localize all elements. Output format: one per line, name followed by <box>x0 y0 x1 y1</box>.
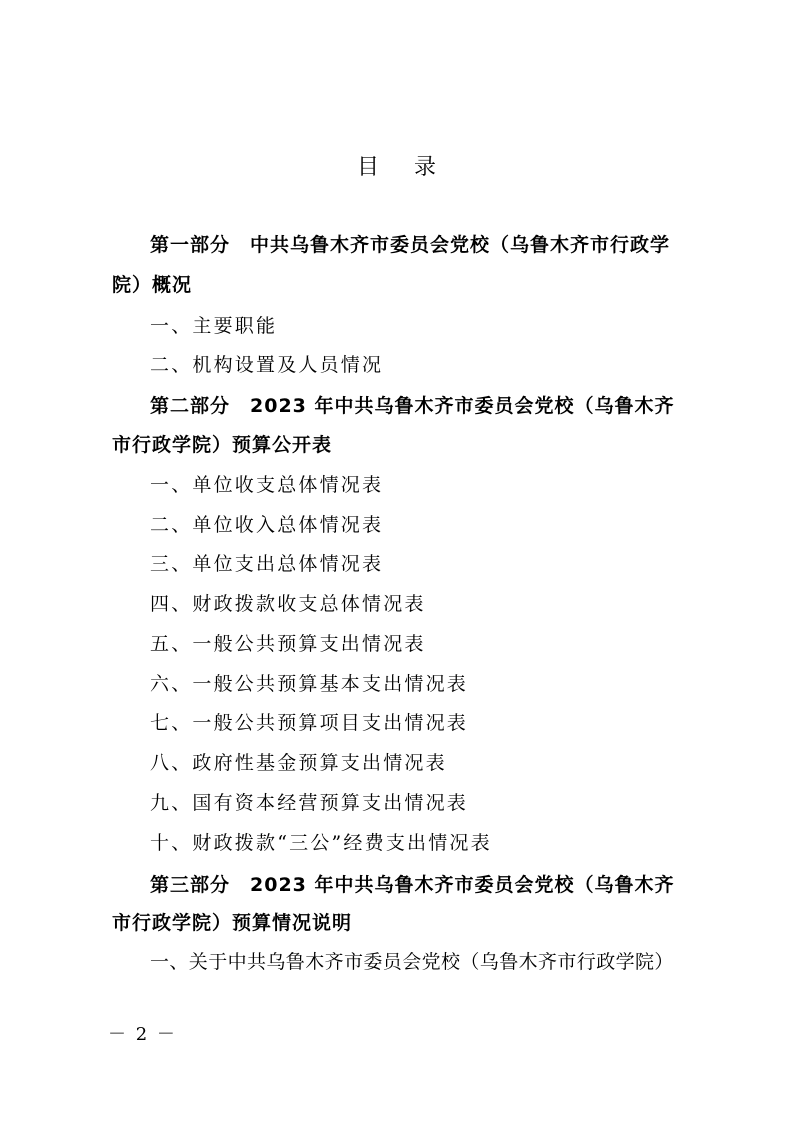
toc-item: 一、主要职能 <box>150 315 278 337</box>
part2-heading-line1: 第二部分 2023 年中共乌鲁木齐市委员会党校（乌鲁木齐 <box>150 395 675 417</box>
toc-item: 三、单位支出总体情况表 <box>150 553 384 575</box>
toc-item: 七、一般公共预算项目支出情况表 <box>150 712 469 734</box>
page-number: － 2 － <box>108 1024 177 1045</box>
part2-heading-line2: 市行政学院）预算公开表 <box>112 434 333 456</box>
toc-item: 一、单位收支总体情况表 <box>150 474 384 496</box>
part3-heading-line2: 市行政学院）预算情况说明 <box>112 912 353 934</box>
toc-item: 九、国有资本经营预算支出情况表 <box>150 792 469 814</box>
toc-item: 五、一般公共预算支出情况表 <box>150 633 426 655</box>
toc-item: 二、单位收入总体情况表 <box>150 514 384 536</box>
toc-item: 四、财政拨款收支总体情况表 <box>150 593 426 615</box>
toc-item: 十、财政拨款“三公”经费支出情况表 <box>150 832 492 854</box>
part1-heading-line2: 院）概况 <box>112 274 193 296</box>
toc-item: 二、机构设置及人员情况 <box>150 354 384 376</box>
toc-item: 六、一般公共预算基本支出情况表 <box>150 673 469 695</box>
toc-title: 目 录 <box>357 155 450 180</box>
toc-item: 八、政府性基金预算支出情况表 <box>150 752 447 774</box>
part1-heading-line1: 第一部分 中共乌鲁木齐市委员会党校（乌鲁木齐市行政学 <box>150 234 671 256</box>
toc-item: 一、关于中共乌鲁木齐市委员会党校（乌鲁木齐市行政学院） <box>150 951 674 973</box>
part3-heading-line1: 第三部分 2023 年中共乌鲁木齐市委员会党校（乌鲁木齐 <box>150 874 675 896</box>
